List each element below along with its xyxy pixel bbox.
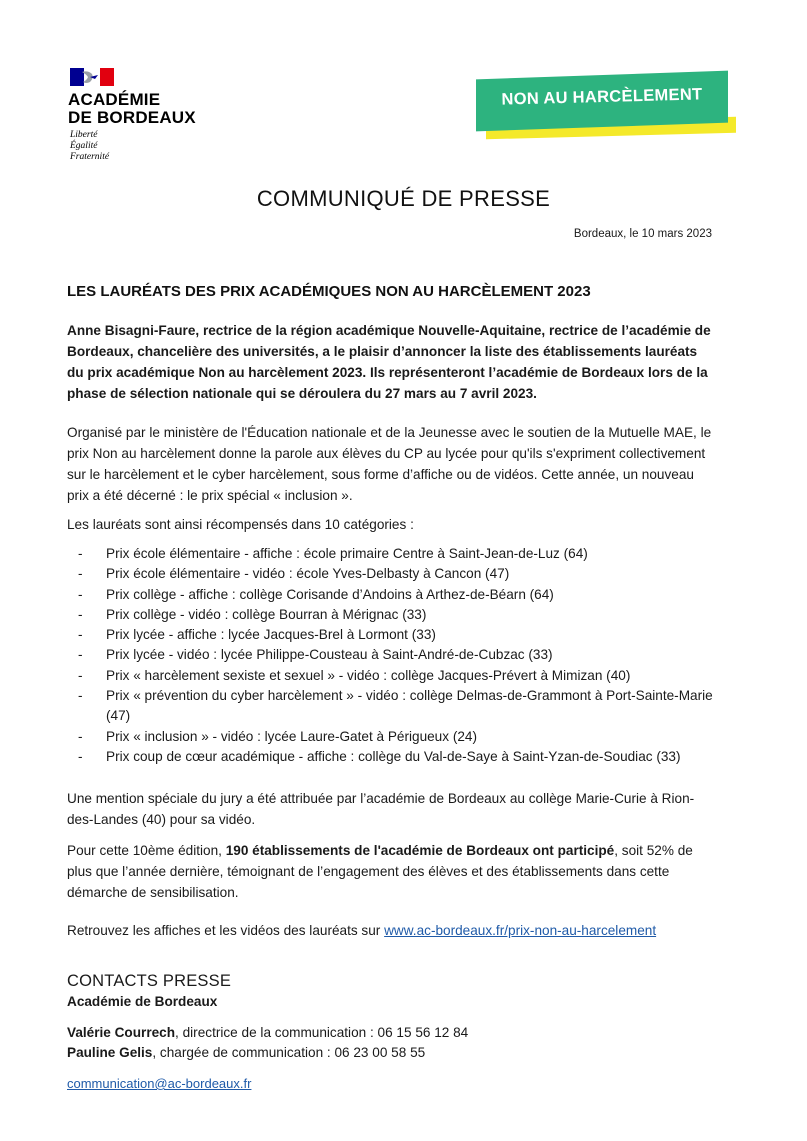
motto-egalite: Égalité — [70, 141, 98, 151]
motto-liberte: Liberté — [70, 130, 98, 140]
list-item: - Prix école élémentaire - vidéo : école Yves-Delbasty à Cancon (47) — [67, 564, 727, 584]
marianne-flag-logo — [70, 68, 114, 86]
list-item: - Prix lycée - affiche : lycée Jacques-Brel à Lormont (33) — [67, 625, 727, 645]
contacts-heading: CONTACTS PRESSE — [67, 972, 232, 990]
paragraph-find-more — [67, 920, 717, 941]
contact-email-link[interactable]: communication@ac-bordeaux.fr — [67, 1076, 252, 1091]
list-item: - Prix collège - vidéo : collège Bourran à Mérignac (33) — [67, 605, 727, 625]
list-item: - Prix « inclusion » - vidéo : lycée Laure-Gatet à Périgueux (24) — [67, 727, 727, 747]
contact-name: Pauline Gelis — [67, 1045, 153, 1060]
logo-de-bordeaux: DE BORDEAUX — [68, 108, 196, 127]
page-title: COMMUNIQUÉ DE PRESSE — [256, 186, 551, 211]
contact-role: , directrice de la communication : 06 15 56 12 84 — [175, 1025, 469, 1040]
list-item: - Prix « harcèlement sexiste et sexuel » - vidéo : collège Jacques-Prévert à Mimizan (40) — [67, 666, 727, 686]
badge-text: NON AU HARCÈLEMENT — [501, 85, 703, 109]
participation-after: , soit 52% de plus que l’année dernière, témoignant de l’engagement des élèves et des établissements dans cette démarche de sensibilisation. — [67, 843, 693, 900]
list-item: - Prix collège - affiche : collège Corisande d’Andoins à Arthez-de-Béarn (64) — [67, 585, 727, 605]
contact-row — [67, 1025, 468, 1040]
find-more-text: Retrouvez les affiches et les vidéos des lauréats sur — [67, 923, 385, 938]
press-date: Bordeaux, le 10 mars 2023 — [573, 228, 712, 240]
paragraph-special-mention: Une mention spéciale du jury a été attribuée par l’académie de Bordeaux au collège Marie-Curie à Rion-des-Landes (40) pour sa vidéo. — [67, 791, 695, 827]
prize-list — [67, 544, 727, 767]
prize-website-link[interactable]: www.ac-bordeaux.fr/prix-non-au-harcelement — [384, 923, 657, 938]
contact-name: Valérie Courrech — [67, 1025, 176, 1040]
motto-fraternite: Fraternité — [70, 152, 110, 162]
list-item: - Prix lycée - vidéo : lycée Philippe-Cousteau à Saint-André-de-Cubzac (33) — [67, 645, 727, 665]
logo-academie: ACADÉMIE — [68, 90, 161, 109]
participation-highlight: 190 établissements de l'académie de Bordeaux ont participé — [225, 843, 615, 858]
participation-before: Pour cette 10ème édition, — [67, 843, 226, 858]
intro-paragraph: Anne Bisagni-Faure, rectrice de la région académique Nouvelle-Aquitaine, rectrice de l’académie de Bordeaux, chancelière des universités, a le plaisir d’annoncer la liste des établissements lauréats du prix académique Non au harcèlement 2023. Ils représenteront l’académie de Bordeaux lors de la phase de sélection nationale qui se déroulera du 27 mars au 7 avril 2023. — [67, 323, 711, 401]
list-item: - Prix école élémentaire - affiche : école primaire Centre à Saint-Jean-de-Luz (64) — [67, 544, 727, 564]
contact-role: , chargée de communication : 06 23 00 58 55 — [152, 1045, 426, 1060]
list-item: - Prix « prévention du cyber harcèlement » - vidéo : collège Delmas-de-Grammont à Port-Sainte-Marie (47) — [67, 686, 727, 727]
list-item: - Prix coup de cœur académique - affiche : collège du Val-de-Saye à Saint-Yzan-de-Soudiac (33) — [67, 747, 727, 767]
section-heading: LES LAURÉATS DES PRIX ACADÉMIQUES NON AU HARCÈLEMENT 2023 — [67, 283, 591, 300]
paragraph-organisation: Organisé par le ministère de l'Éducation nationale et de la Jeunesse avec le soutien de la Mutuelle MAE, le prix Non au harcèlement donne la parole aux élèves du CP au lycée pour qu'ils s'expriment collectivement sur le harcèlement et le cyber harcèlement, sous forme d’affiche ou de vidéos. Cette année, un nouveau prix a été décerné : le prix spécial « inclusion ». — [67, 425, 712, 503]
paragraph-participation — [67, 840, 717, 903]
paragraph-categories-intro: Les lauréats sont ainsi récompensés dans 10 catégories : — [67, 517, 414, 532]
contact-row — [67, 1045, 425, 1060]
contacts-org: Académie de Bordeaux — [67, 994, 218, 1009]
